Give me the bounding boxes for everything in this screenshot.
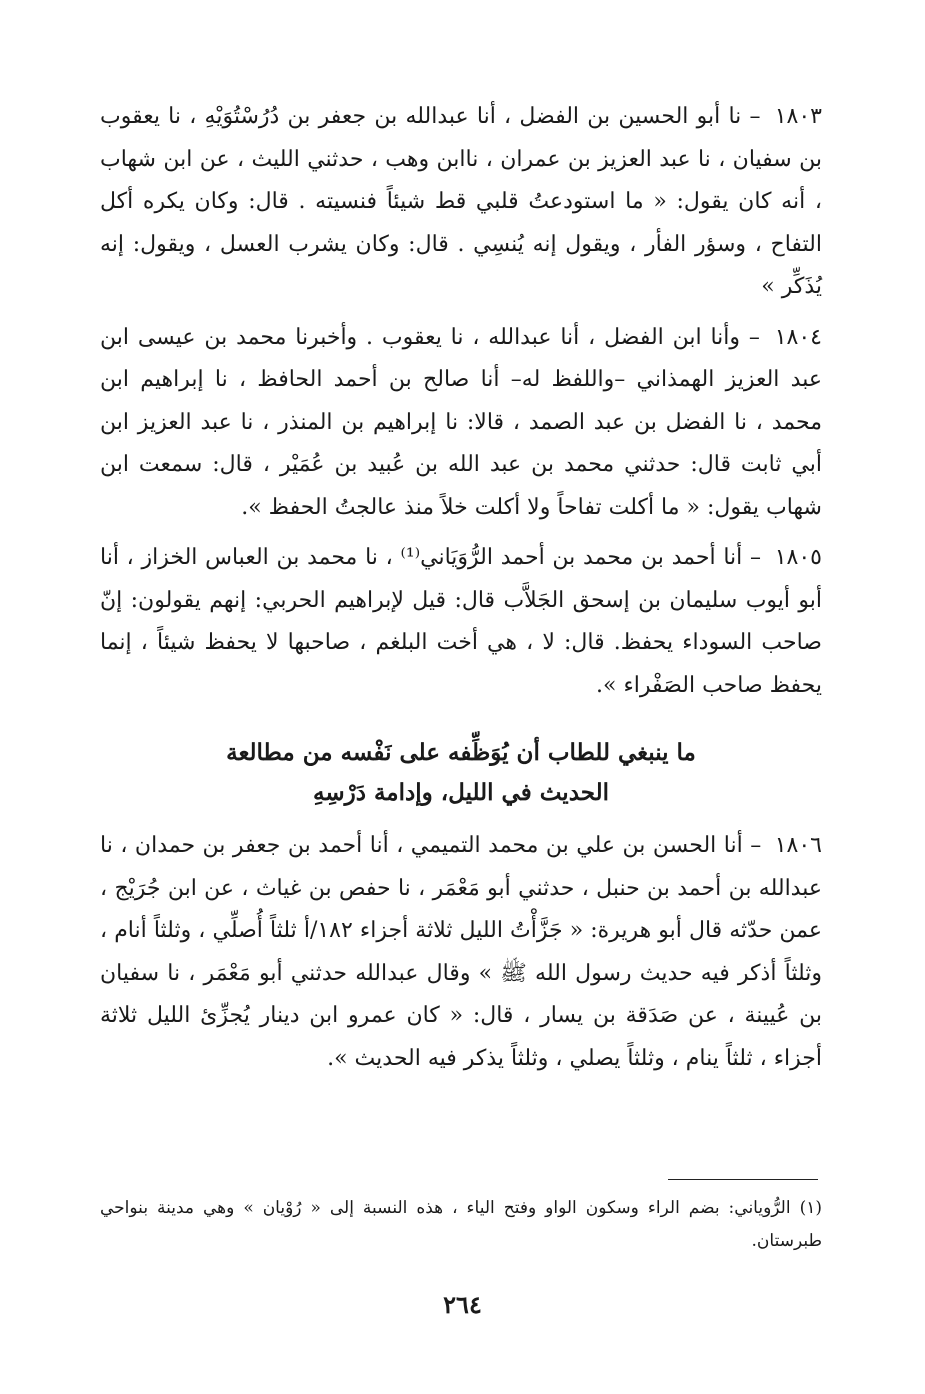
hadith-text: – وأنا ابن الفضل ، أنا عبدالله ، نا يعقوب . وأخبرنا محمد بن عيسى ابن عبد العزيز الهمذاني –واللفظ له– أنا صالح بن أحمد الحافظ ، نا إبراهيم ابن محمد ، نا الفضل بن عبد الصمد ، قالا: نا إبراهيم بن المنذر ، نا عبد العزيز ابن أبي ثابت قال: حدثني محمد بن عبد الله بن عُبيد بن عُمَيْر ، قال: سمعت ابن شهاب يقول: « ما أكلت تفاحاً ولا أكلت خلاً منذ عالجتُ الحفظ ».	[100, 324, 822, 520]
footnote	[100, 1192, 822, 1258]
section-heading-line-2: الحديث في الليل، وإدامة دَرْسِهِ	[312, 779, 610, 806]
hadith-number: ١٨٠٤	[774, 324, 822, 350]
hadith-number: ١٨٠٦	[774, 833, 822, 858]
hadith-paragraph-1804	[100, 317, 822, 530]
hadith-text: – نا أبو الحسين بن الفضل ، أنا عبدالله بن جعفر بن دُرُسْتُوَيْهِ ، نا يعقوب بن سفيان ، نا عبد العزيز بن عمران ، ناابن وهب ، حدثني الليث ، عن ابن شهاب ، أنه كان يقول: « ما استودعتُ قلبي قط شيئاً فنسيته . قال: وكان يكره أكل التفاح ، وسؤر الفأر ، ويقول إنه يُنسِي . قال: وكان يشرب العسل ، ويقول: إنه يُذَكِّر »	[100, 104, 822, 299]
hadith-text: – أنا أحمد بن محمد بن أحمد الرُّوَيَاني⁽¹⁾ ، نا محمد بن العباس الخزاز ، أنا أبو أيوب سليمان بن إسحق الجَلاَّب قال: قيل لإبراهيم الحربي: إنهم يقولون: إنّ صاحب السوداء يحفظ. قال: لا ، هي أخت البلغم ، صاحبها لا يحفظ شيئاً ، إنما يحفظ صاحب الصَفْراء ».	[100, 545, 822, 698]
hadith-paragraph-1803	[100, 96, 822, 309]
hadith-text: – أنا الحسن بن علي بن محمد التميمي ، أنا أحمد بن جعفر بن حمدان ، نا عبدالله بن أحمد بن حنبل ، حدثني أبو مَعْمَر ، نا حفص بن غياث ، عن ابن جُرَيْج ، عمن حدّثه قال أبو هريرة: « جَزَّأْتُ الليل ثلاثة أجزاء ١٨٢/أ ثلثاً أُصلِّي ، وثلثاً أنام ، وثلثاً أذكر فيه حديث رسول الله ﷺ » وقال عبدالله حدثني أبو مَعْمَر ، نا سفيان بن عُيينة ، عن صَدَقة بن يسار ، قال: « كان عمرو ابن دينار يُجزِّئ الليل ثلاثة أجزاء ، ثلثاً ينام ، وثلثاً يصلي ، وثلثاً يذكر فيه الحديث ».	[100, 833, 822, 1071]
footnote-text: الرُّوياني: بضم الراء وسكون الواو وفتح الياء ، هذه النسبة إلى « رُوْيان » وهي مدينة بنواحي طبرستان.	[100, 1198, 822, 1251]
hadith-paragraph-1805	[100, 537, 822, 707]
hadith-number: ١٨٠٥	[774, 545, 822, 570]
footnote-marker: (١)	[799, 1198, 822, 1218]
section-heading	[100, 733, 822, 813]
page-body	[100, 96, 822, 1088]
hadith-paragraph-1806	[100, 825, 822, 1080]
section-heading-line-1: ما ينبغي للطاب أن يُوَظِّفه على نَفْسه من مطالعة	[226, 739, 696, 766]
page-number: ٢٦٤	[443, 1290, 482, 1319]
hadith-number: ١٨٠٣	[774, 104, 822, 129]
footnote-divider	[668, 1179, 818, 1180]
